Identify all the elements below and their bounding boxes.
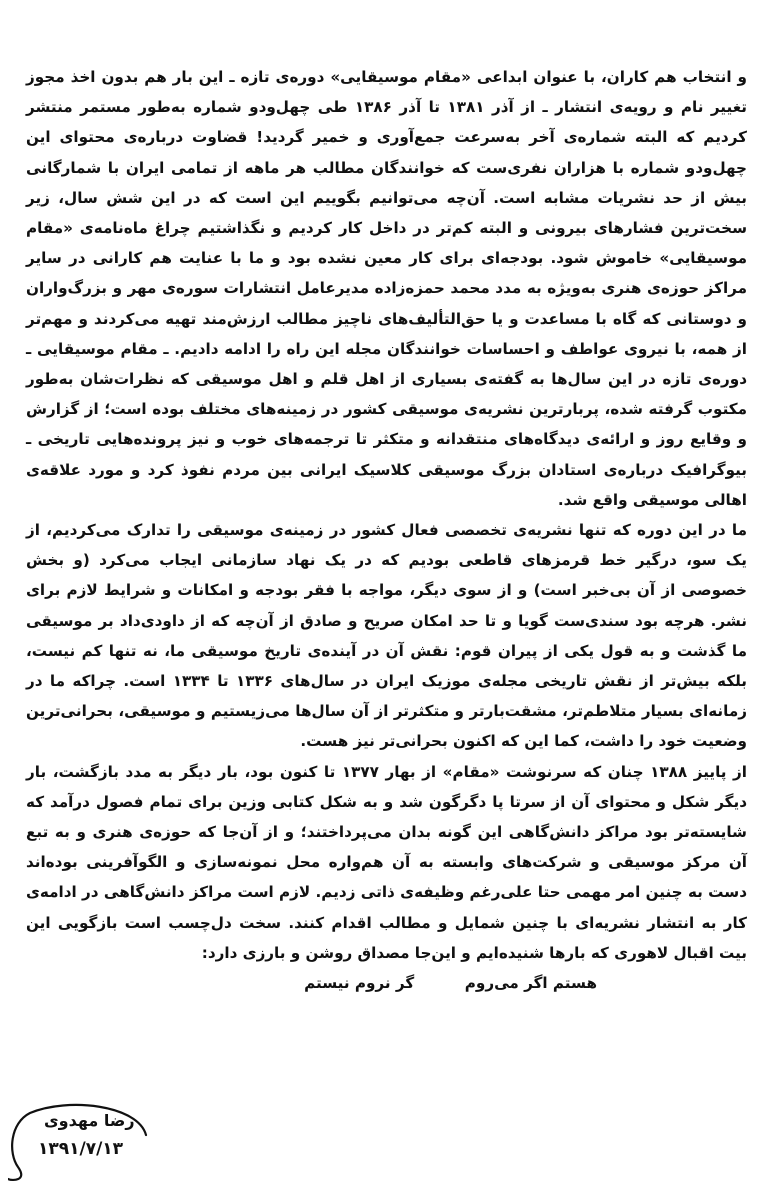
paragraph-3: از پاییز ۱۳۸۸ چنان که سرنوشت «مقام» از بهار ۱۳۷۷ تا کنون بود، بار دیگر به مدد بازگشت، بار دیگر شکل و محتوای آن از سرتا پا دگرگون شد و به شکل کتابی وزین برای تمام فصول درآمد که شایسته‌تر بود مراکز دانش‌گاهی این گونه بدان می‌پرداختند؛ و از آن‌جا که حوزه‌ی هنری و به تبع آن مرکز موسیقی و شرکت‌های وابسته به آن هم‌واره محل نمونه‌سازی و الگوآفرینی بوده‌اند دست به چنین امر مهمی حتا علی‌رغم وظیفه‌ی ذاتی زدیم. لازم است مراکز دانش‌گاهی در ادامه‌ی کار به انتشار نشریه‌ای با چنین شمایل و مطالب اقدام کنند. سخت دل‌چسب است بازگویی این بیت اقبال لاهوری که بارها شنیده‌ایم و این‌جا مصداق روشن و بارزی دارد:	[26, 762, 747, 962]
poem-verse	[26, 968, 747, 998]
verse-first-hemistich: هستم اگر می‌روم	[464, 974, 597, 993]
verse-second-hemistich: گر نروم نیستم	[304, 974, 415, 993]
signature-date: ۱۳۹۱/۷/۱۳	[38, 1139, 124, 1159]
paragraph-2: ما در این دوره که تنها نشریه‌ی تخصصی فعال کشور در زمینه‌ی موسیقی را تدارک می‌کردیم، از یک سو، درگیر خط قرمزهای قاطعی بودیم که در یک نهاد سازمانی ایجاب می‌کرد (و بخش خصوصی از آن بی‌خبر است) و از سوی دیگر، مواجه با فقر بودجه و امکانات و شرایط لازم برای نشر. هرچه بود سندی‌ست گویا و تا حد امکان صریح و صادق از آن‌چه که از داودی‌داد بر موسیقی ما گذشت و به قول یکی از پیران قوم: نقش آن در آینده‌ی تاریخ موسیقی ما، نه تنها کم نیست، بلکه بیش‌تر از نقش تاریخی مجله‌ی موزیک ایران در سال‌های ۱۳۳۶ تا ۱۳۳۴ است. چراکه ما در زمانه‌ای بسیار متلاطم‌تر، مشقت‌بارتر و متکثرتر از آن سال‌ها می‌زیستیم و موسیقی، بحرانی‌ترین وضعیت خود را داشت، کما این که اکنون بحرانی‌تر نیز هست.	[26, 521, 747, 751]
paragraph-1: و انتخاب هم کاران، با عنوان ابداعی «مقام موسیقایی» دوره‌ی تازه ـ این بار هم بدون اخذ مجوز تغییر نام و رویه‌ی انتشار ـ از آذر ۱۳۸۱ تا آذر ۱۳۸۶ طی چهل‌ودو شماره به‌طور مستمر منتشر کردیم که البته شماره‌ی آخر به‌سرعت جمع‌آوری و خمیر گردید! قضاوت درباره‌ی محتوای این چهل‌ودو شماره با هزاران نفری‌ست که خوانندگان مطالب هر ماهه از تمامی ایران با شمارگانی بیش از حد نشریات مشابه است. آن‌چه می‌توانیم بگوییم این است که در این شش سال، زیر سخت‌ترین فشارهای بیرونی و البته کم‌تر در داخل کار کردیم و نگذاشتیم چراغ ماه‌نامه‌ی «مقام موسیقایی» خاموش شود. بودجه‌ای برای کار معین نشده بود و ما با عنایت هم کارانی در سایر مراکز حوزه‌ی هنری به‌ویژه به مدد محمد حمزه‌زاده مدیرعامل انتشارات سوره‌ی مهر و بزرگ‌واران و دوستانی که گاه با مساعدت و یا حق‌التألیف‌های ناچیز مطالب ارزش‌مند تهیه می‌کردند و مهم‌تر از همه، با نیروی عواطف و احساسات خوانندگان مجله این راه را ادامه دادیم. ـ مقام موسیقایی ـ دوره‌ی تازه در این سال‌ها به گفته‌ی بسیاری از اهل قلم و اهل موسیقی که نظرات‌شان به‌طور مکتوب گرفته شده، پربارترین نشریه‌ی موسیقی کشور در زمینه‌های مختلف بوده است؛ از گزارش و وقایع روز و ارائه‌ی دیدگاه‌های منتقدانه و متکثر تا ترجمه‌های خوب و نیز پرونده‌هایی تاریخی ـ بیوگرافیک درباره‌ی استادان بزرگ موسیقی کلاسیک ایرانی بین مردم نفوذ کرد و مورد علاقه‌ی اهالی موسیقی واقع شد.	[26, 68, 747, 509]
author-name: رضا مهدوی	[44, 1111, 135, 1130]
article-body	[26, 62, 747, 998]
signature-block	[8, 1095, 158, 1185]
